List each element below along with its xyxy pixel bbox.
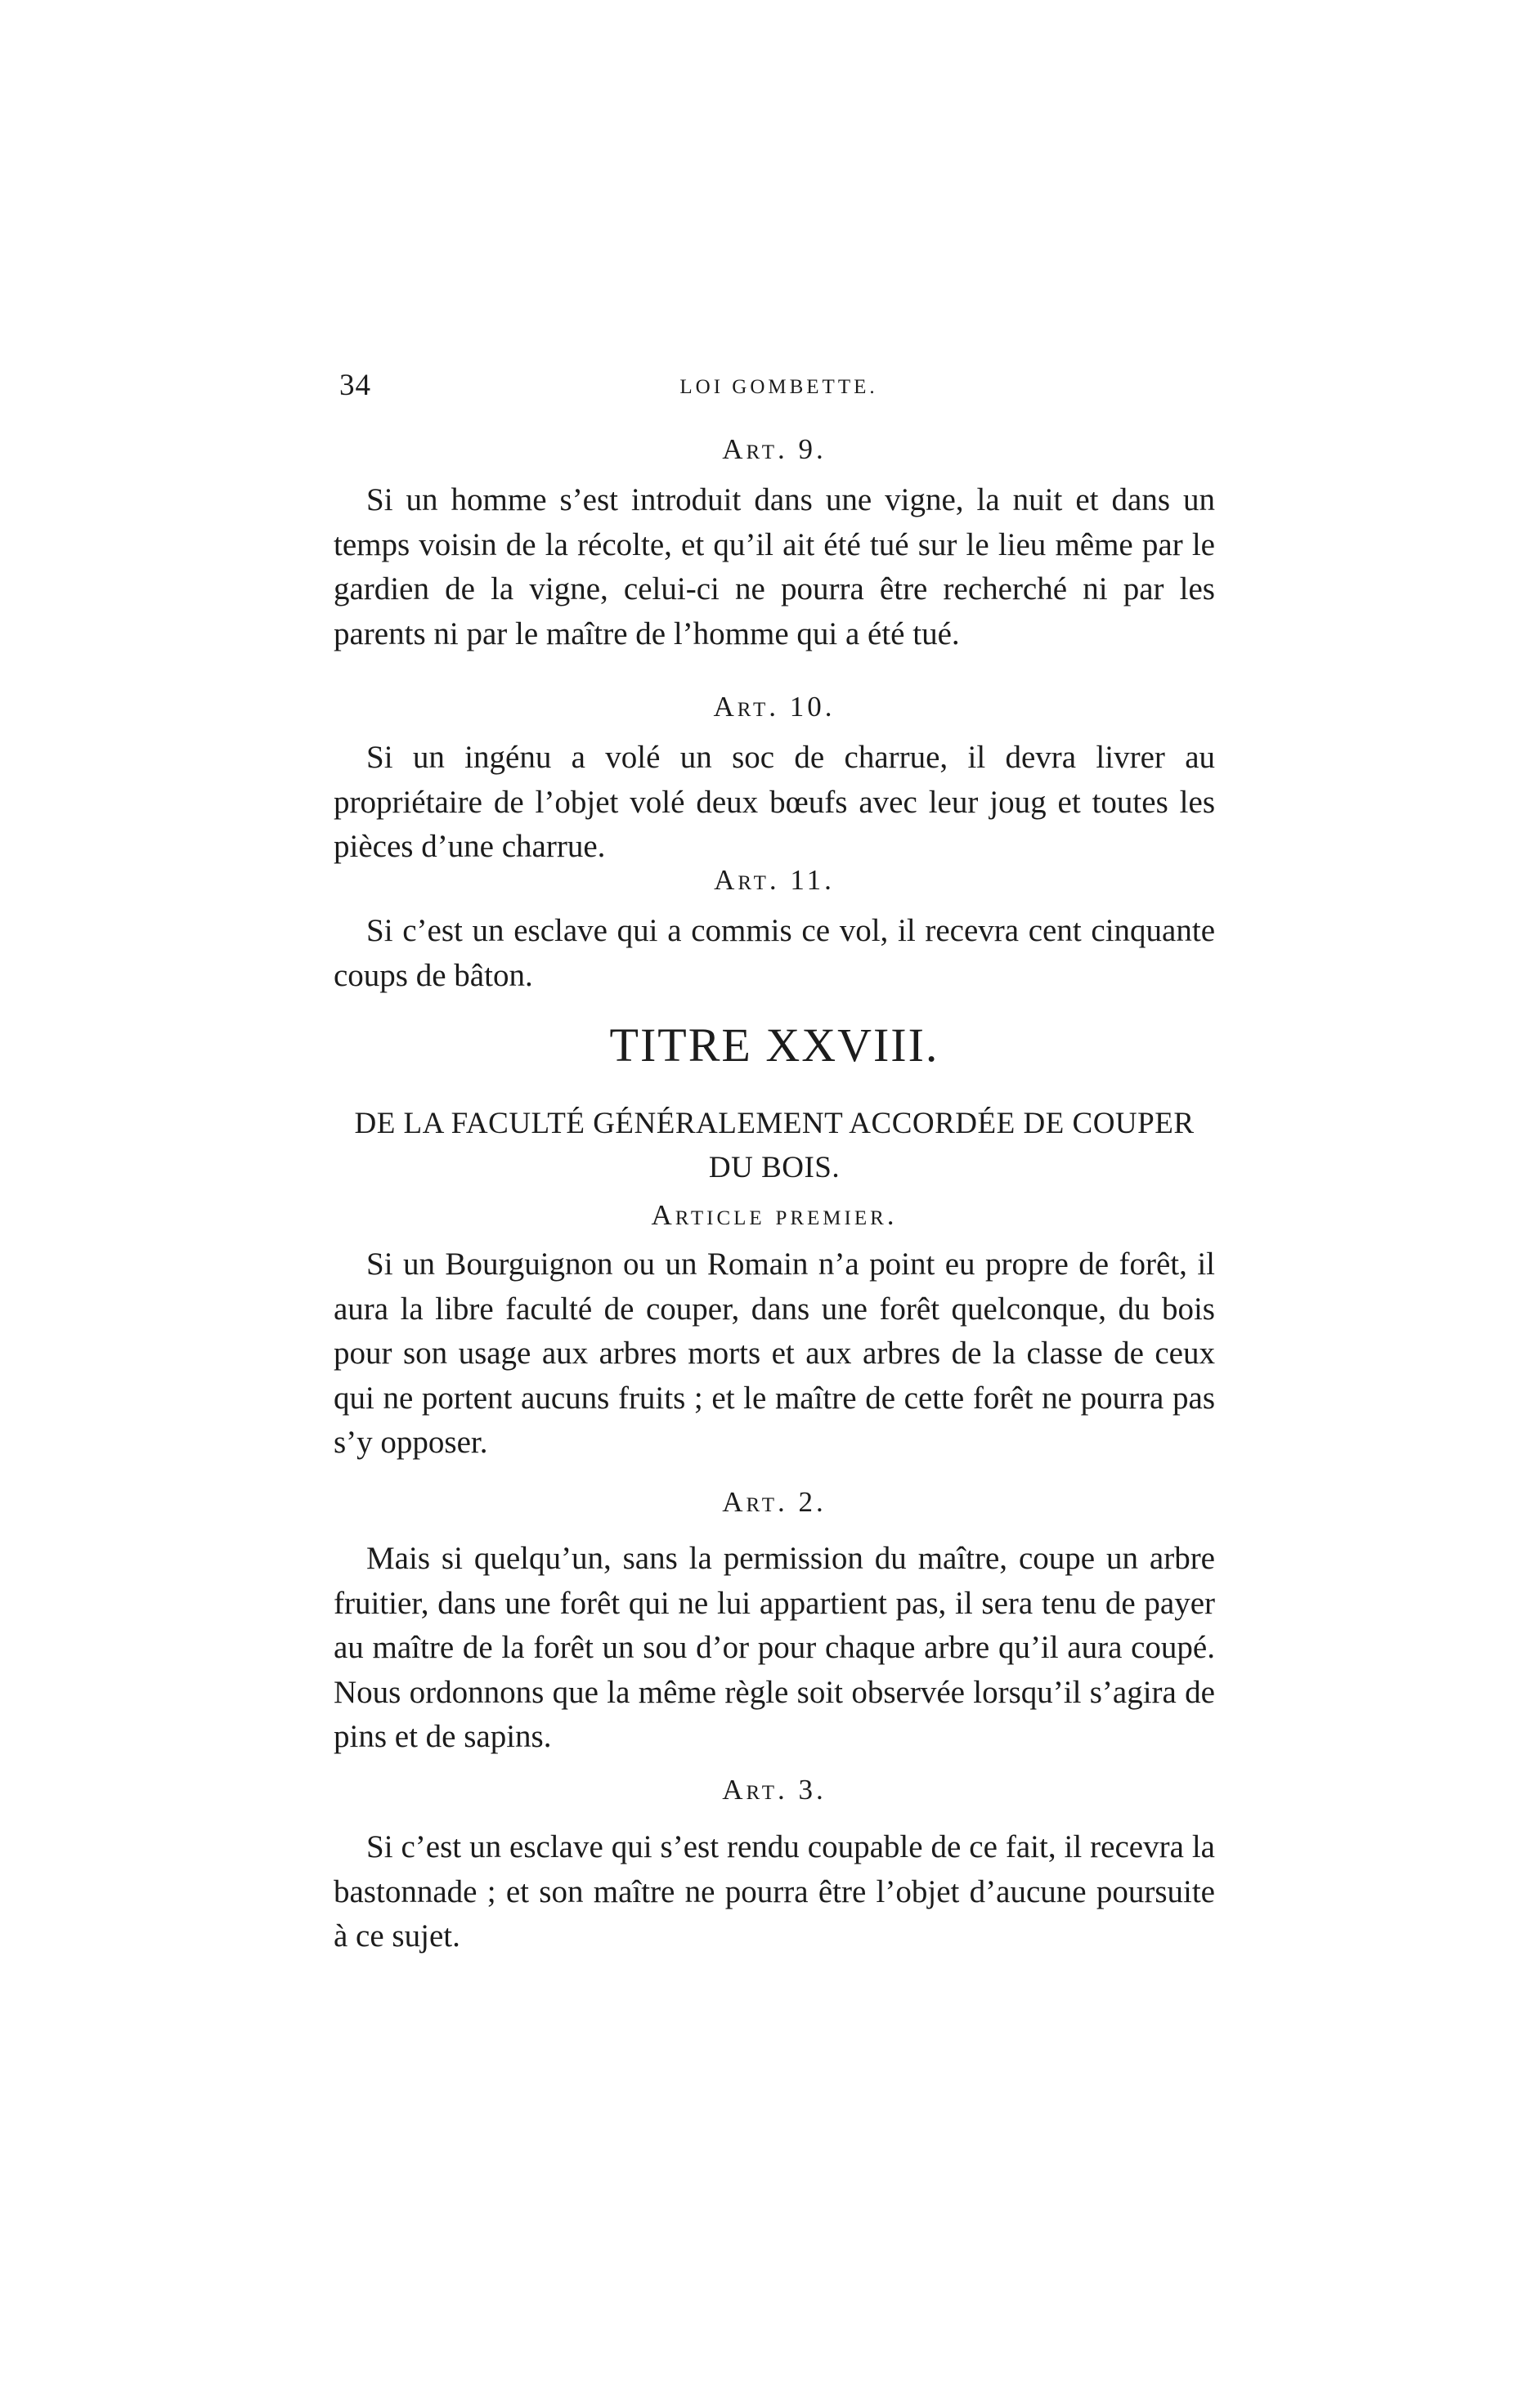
titre-subtitle-line-1: DE LA FACULTÉ GÉNÉRALEMENT ACCORDÉE DE COUPER [354,1107,1195,1140]
article-3-heading: Art. 3. [722,1774,827,1806]
article-9-body [334,478,1215,656]
article-10-text: Si un ingénu a volé un soc de charrue, il devra livrer au propriétaire de l’objet volé deux bœufs avec leur joug et toutes les pièces d’une charrue. [334,740,1215,864]
article-3-text: Si c’est un esclave qui s’est rendu coupable de ce fait, il recevra la bastonnade ; et son maître ne pourra être l’objet d’aucune poursuite à ce sujet. [334,1829,1215,1954]
article-2-body [334,1537,1215,1760]
article-11-text: Si c’est un esclave qui a commis ce vol, il recevra cent cinquante coups de bâton. [334,913,1215,993]
titre-subtitle [334,1102,1215,1190]
article-10-body [334,736,1215,870]
article-premier-text: Si un Bourguignon ou un Romain n’a point eu propre de forêt, il aura la libre faculté de couper, dans une forêt quelconque, du bois pour son usage aux arbres morts et aux arbres de la classe de ceux qui ne portent aucuns fruits ; et le maître de cette forêt ne pourra pas s’y opposer. [334,1247,1215,1460]
article-11-heading: Art. 11. [714,864,835,896]
article-9-heading: Art. 9. [722,433,827,465]
article-2-text: Mais si quelqu’un, sans la permission du maître, coupe un arbre fruitier, dans une forêt qui ne lui appartient pas, il sera tenu de payer au maître de la forêt un sou d’or pour chaque arbre qu’il aura coupé. Nous ordonnons que la même règle soit observée lorsqu’il s’agira de pins et de sapins. [334,1541,1215,1754]
article-10-heading: Art. 10. [713,691,836,723]
titre-subtitle-line-2: DU BOIS. [708,1151,841,1184]
article-11-body [334,909,1215,998]
article-3-body [334,1825,1215,1959]
running-title: LOI GOMBETTE. [679,376,878,398]
article-premier-body [334,1242,1215,1466]
article-premier-heading: Article premier. [651,1199,898,1231]
page-number: 34 [339,369,371,402]
titre-heading: TITRE XXVIII. [609,1018,939,1072]
article-2-heading: Art. 2. [722,1486,827,1518]
page-header [339,368,1218,417]
article-9-text: Si un homme s’est introduit dans une vigne, la nuit et dans un temps voisin de la récolte, et qu’il ait été tué sur le lieu même par le gardien de la vigne, celui-ci ne pourra être recherché ni par les parents ni par le maître de l’homme qui a été tué. [334,482,1215,651]
